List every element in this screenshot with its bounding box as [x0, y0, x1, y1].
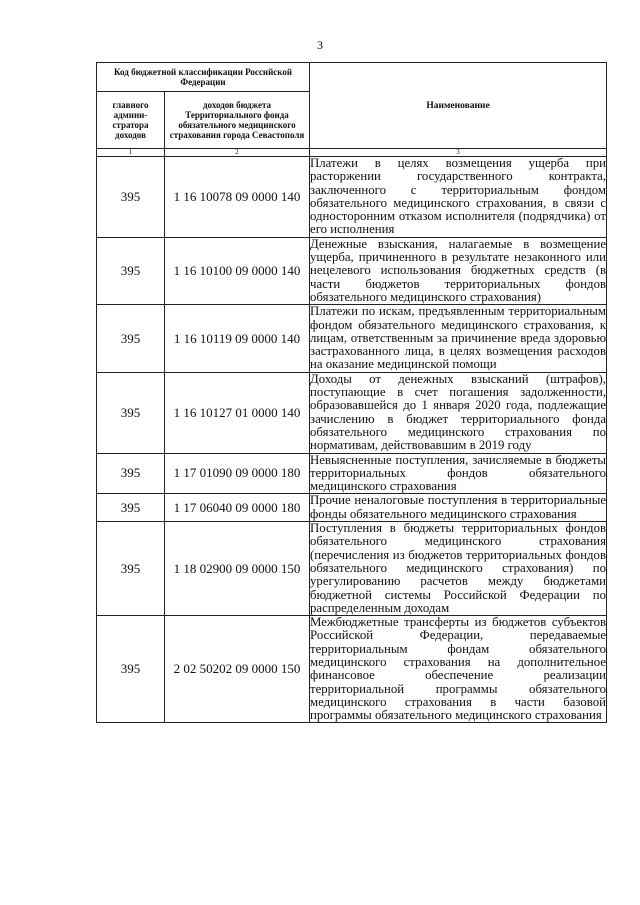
income-code: 1 16 10078 09 0000 140 [165, 157, 310, 238]
column-number-3: 3 [310, 149, 607, 157]
table-row [97, 616, 607, 723]
header-admin: главного админи-стратора доходов [97, 92, 165, 149]
admin-code: 395 [97, 237, 165, 304]
admin-code: 395 [97, 494, 165, 522]
admin-code: 395 [97, 522, 165, 616]
admin-code: 395 [97, 305, 165, 372]
income-name: Платежи в целях возмещения ущерба при расторжении государственного контракта, заключенного с территориальным фондом обязательного медицинского страхования, в связи с односторонним отказом исполнителя (подрядчика) от его исполнения [310, 156, 607, 237]
income-code: 1 16 10100 09 0000 140 [165, 237, 310, 304]
admin-code: 395 [97, 157, 165, 238]
header-name: Наименование [310, 63, 607, 149]
column-number-1: 1 [97, 149, 165, 157]
income-name: Платежи по искам, предъявленным территориальным фондом обязательного медицинского страхования, к лицам, ответственным за причинение вреда здоровью застрахованного лица, в целях возмещения расходов на оказание медицинской помощи [310, 304, 607, 372]
table-row [97, 157, 607, 238]
table-row [97, 494, 607, 522]
income-name: Прочие неналоговые поступления в территориальные фонды обязательного медицинского страхования [310, 493, 607, 521]
header-income: доходов бюджета Территориального фонда обязательного медицинского страхования города Севастополя [165, 92, 310, 149]
header-group-title: Код бюджетной классификации Российской Федерации [97, 63, 310, 92]
income-name: Доходы от денежных взысканий (штрафов), поступающие в счет погашения задолженности, образовавшейся до 1 января 2020 года, подлежащие зачислению в бюджет территориального фонда обязательного медицинского страхования по нормативам, действовавшим в 2019 году [310, 371, 607, 453]
budget-classification-table [96, 62, 607, 723]
page-number: 3 [317, 38, 323, 52]
income-code: 1 16 10127 01 0000 140 [165, 372, 310, 453]
income-code: 2 02 50202 09 0000 150 [165, 616, 310, 723]
income-code: 1 17 06040 09 0000 180 [165, 494, 310, 522]
table-row [97, 522, 607, 616]
income-code: 1 16 10119 09 0000 140 [165, 305, 310, 372]
income-code: 1 18 02900 09 0000 150 [165, 522, 310, 616]
income-name: Поступления в бюджеты территориальных фондов обязательного медицинского страхования (перечисления из бюджетов территориальных фондов обязательного медицинского страхования) по урегулированию расчетов между бюджетами бюджетной системы Российской Федерации по распределенным доходам [310, 521, 607, 615]
income-name: Невыясненные поступления, зачисляемые в бюджеты территориальных фондов обязательного медицинского страхования [310, 452, 607, 494]
admin-code: 395 [97, 372, 165, 453]
admin-code: 395 [97, 616, 165, 723]
table-row [97, 453, 607, 494]
table-row [97, 305, 607, 372]
table-row [97, 372, 607, 453]
income-code: 1 17 01090 09 0000 180 [165, 453, 310, 494]
income-name: Межбюджетные трансферты из бюджетов субъектов Российской Федерации, передаваемые территориальным фондам обязательного медицинского страхования на дополнительное финансовое обеспечение реализации территориальной программы обязательного медицинского страхования в части базовой программы обязательного медицинского страхования [310, 615, 607, 723]
admin-code: 395 [97, 453, 165, 494]
table-row [97, 237, 607, 304]
column-number-2: 2 [165, 149, 310, 157]
income-name: Денежные взыскания, налагаемые в возмещение ущерба, причиненного в результате незаконного или нецелевого использования бюджетных средств (в части бюджетов территориальных фондов обязательного медицинского страхования) [310, 236, 607, 304]
